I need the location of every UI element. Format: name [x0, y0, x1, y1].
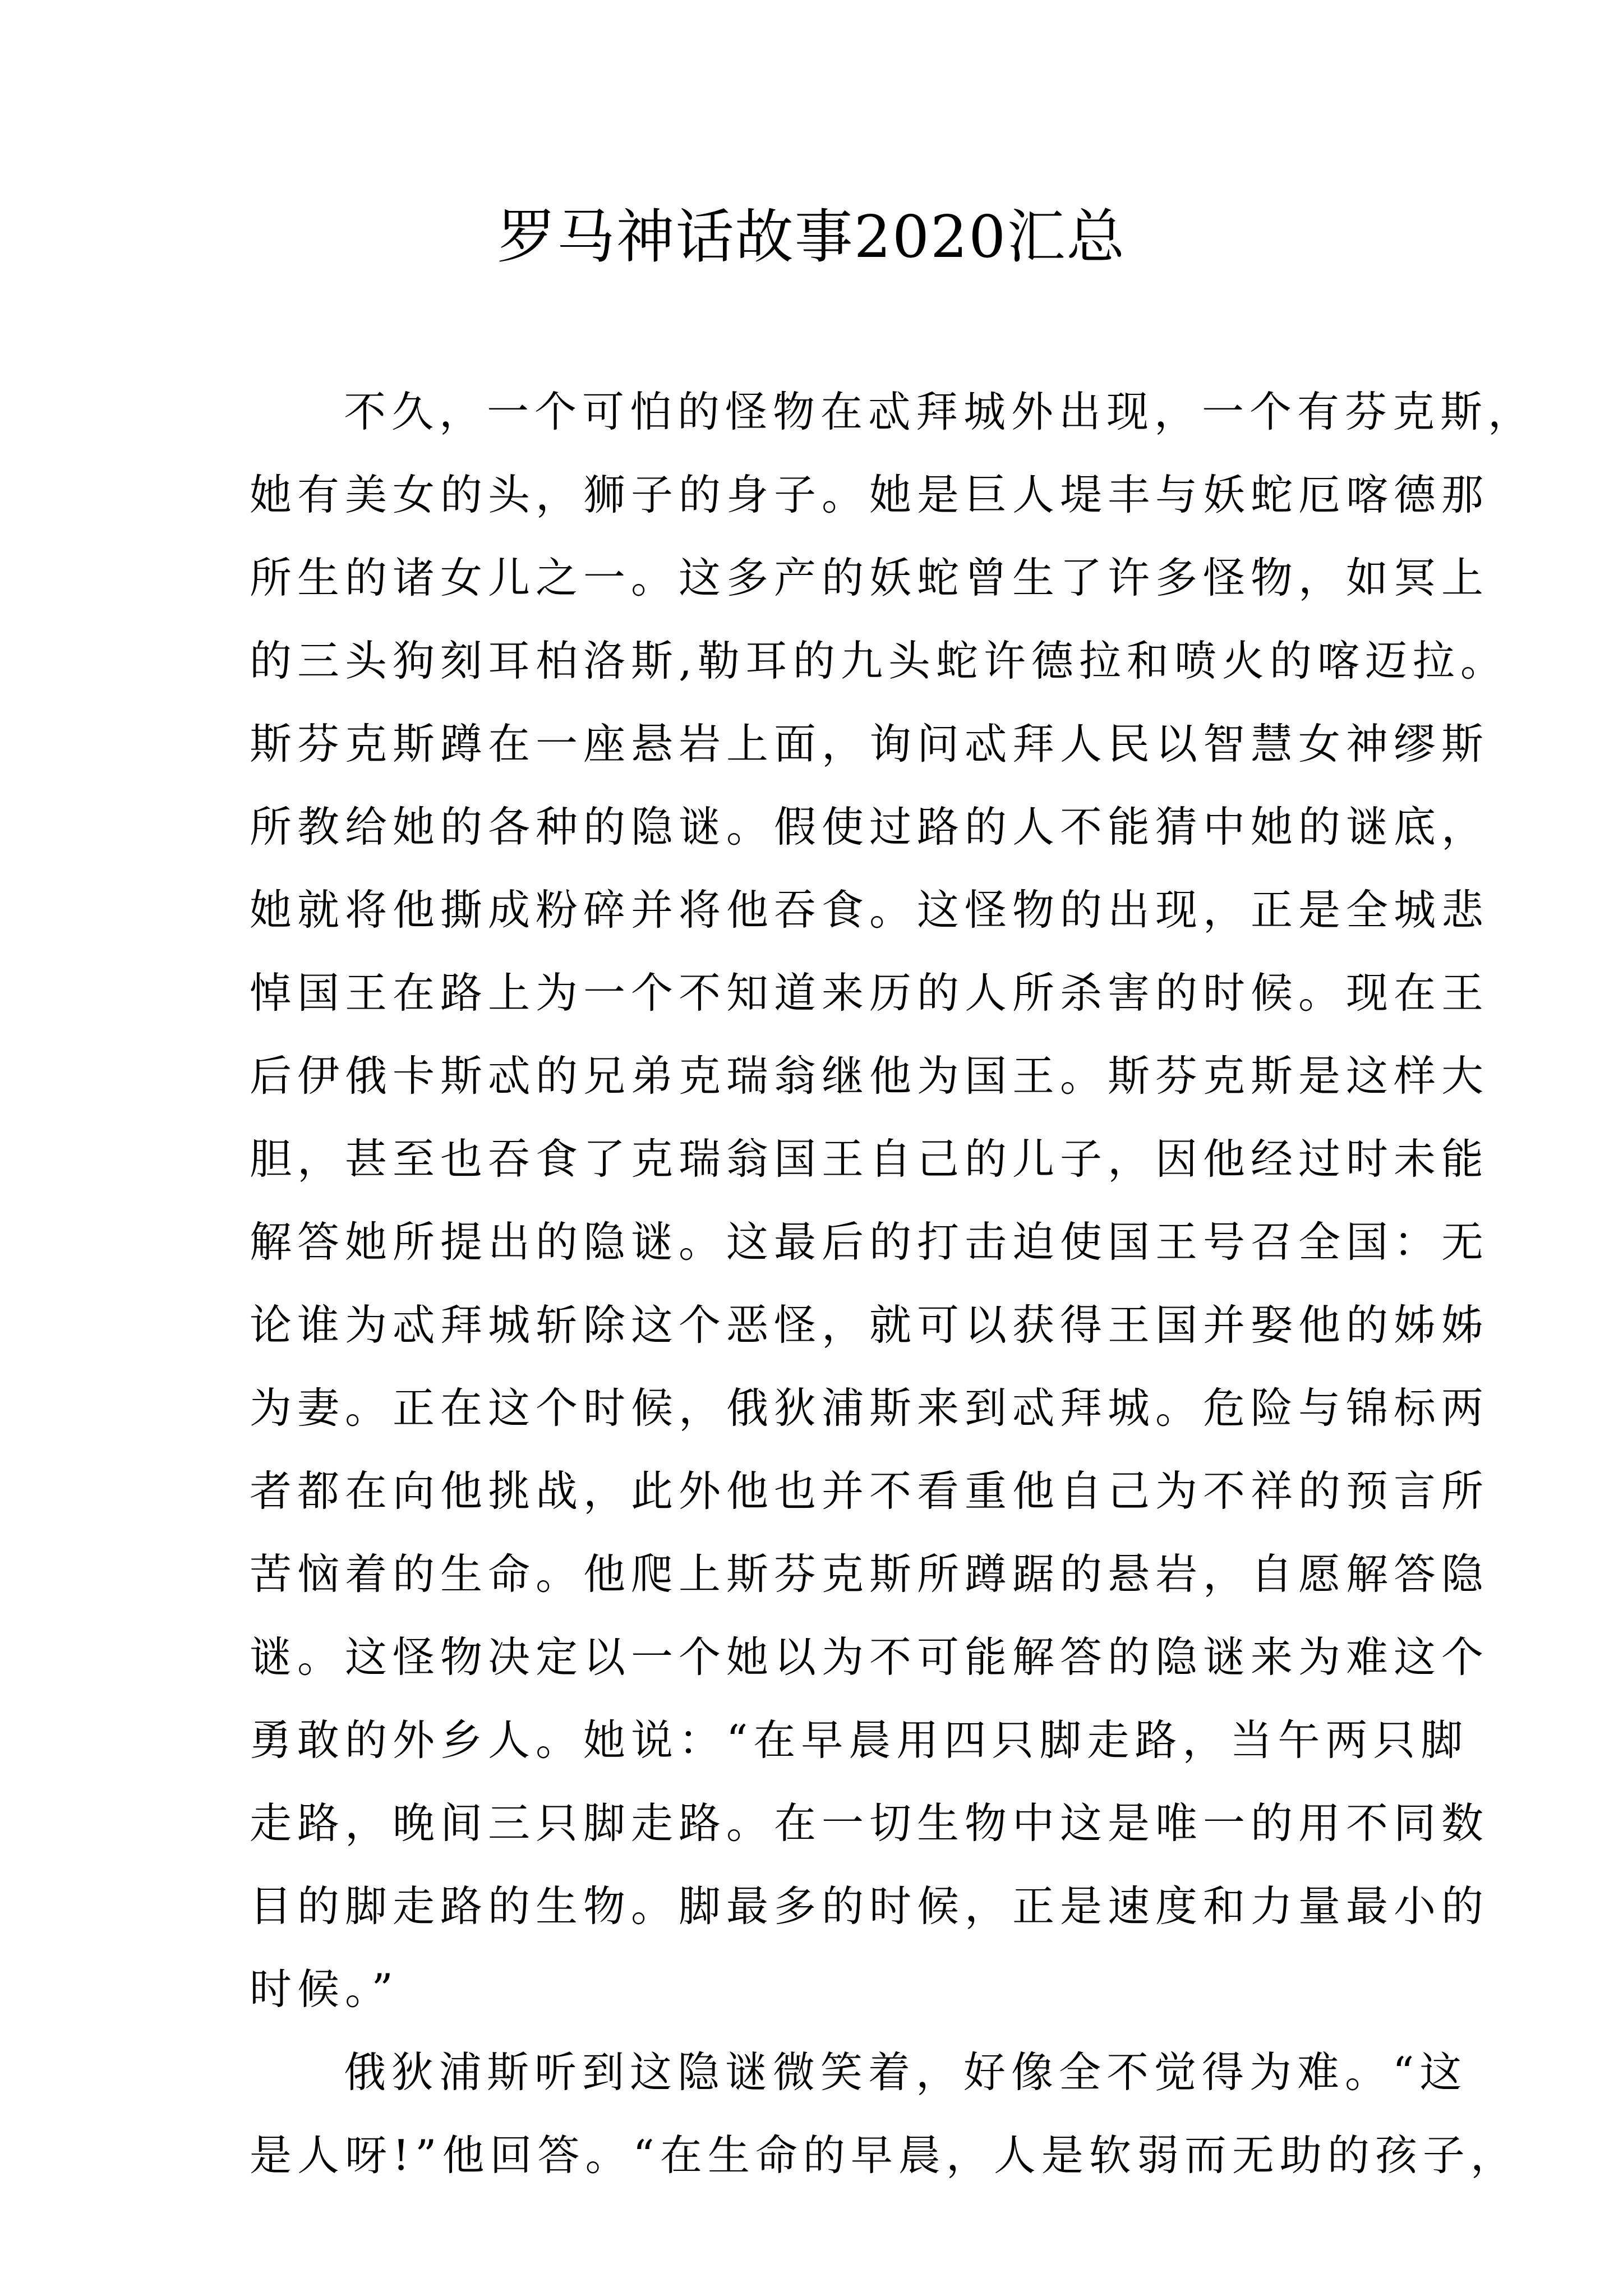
paragraph-line: 斯芬克斯蹲在一座悬岩上面，询问忒拜人民以智慧女神缪斯 — [250, 719, 1490, 769]
paragraph-line: 谜。这怪物决定以一个她以为不可能解答的隐谜来为难这个 — [250, 1632, 1490, 1682]
paragraph-line: 解答她所提出的隐谜。这最后的打击迫使国王号召全国：无 — [250, 1217, 1490, 1267]
paragraph-line: 悼国王在路上为一个不知道来历的人所杀害的时候。现在王 — [250, 968, 1490, 1018]
paragraph-line: 她就将他撕成粉碎并将他吞食。这怪物的出现，正是全城悲 — [250, 885, 1490, 935]
paragraph-line: 的三头狗刻耳柏洛斯,勒耳的九头蛇许德拉和喷火的喀迈拉。 — [250, 636, 1508, 685]
paragraph-line: 走路，晚间三只脚走路。在一切生物中这是唯一的用不同数 — [250, 1798, 1490, 1848]
paragraph-line: 不久，一个可怕的怪物在忒拜城外出现，一个有芬克斯， — [344, 387, 1536, 436]
paragraph-line: 是人呀!”他回答。“在生命的早晨，人是软弱而无助的孩子， — [250, 2131, 1518, 2180]
paragraph-line: 勇敢的外乡人。她说：“在早晨用四只脚走路，当午两只脚 — [250, 1715, 1469, 1765]
paragraph-line: 目的脚走路的生物。脚最多的时候，正是速度和力量最小的 — [250, 1881, 1490, 1931]
paragraph-line: 所生的诸女儿之一。这多产的妖蛇曾生了许多怪物，如冥上 — [250, 553, 1490, 602]
paragraph-line: 苦恼着的生命。他爬上斯芬克斯所蹲踞的悬岩，自愿解答隐 — [250, 1549, 1490, 1599]
paragraph-line: 胆，甚至也吞食了克瑞翁国王自己的儿子，因他经过时未能 — [250, 1134, 1490, 1184]
paragraph-line: 为妻。正在这个时候，俄狄浦斯来到忒拜城。危险与锦标两 — [250, 1383, 1490, 1433]
paragraph-line: 所教给她的各种的隐谜。假使过路的人不能猜中她的谜底， — [250, 802, 1490, 852]
document-title: 罗马神话故事2020汇总 — [497, 203, 1126, 271]
paragraph-line: 者都在向他挑战，此外他也并不看重他自己为不祥的预言所 — [250, 1466, 1490, 1516]
paragraph-line: 时候。” — [250, 1964, 399, 2014]
paragraph-line: 后伊俄卡斯忒的兄弟克瑞翁继他为国王。斯芬克斯是这样大 — [250, 1051, 1490, 1101]
document-body — [250, 370, 1536, 2197]
paragraph-line: 她有美女的头，狮子的身子。她是巨人堤丰与妖蛇厄喀德那 — [250, 470, 1490, 519]
paragraph-line: 俄狄浦斯听到这隐谜微笑着，好像全不觉得为难。“这 — [344, 2047, 1468, 2097]
paragraph-line: 论谁为忒拜城斩除这个恶怪，就可以获得王国并娶他的姊姊 — [250, 1300, 1490, 1350]
